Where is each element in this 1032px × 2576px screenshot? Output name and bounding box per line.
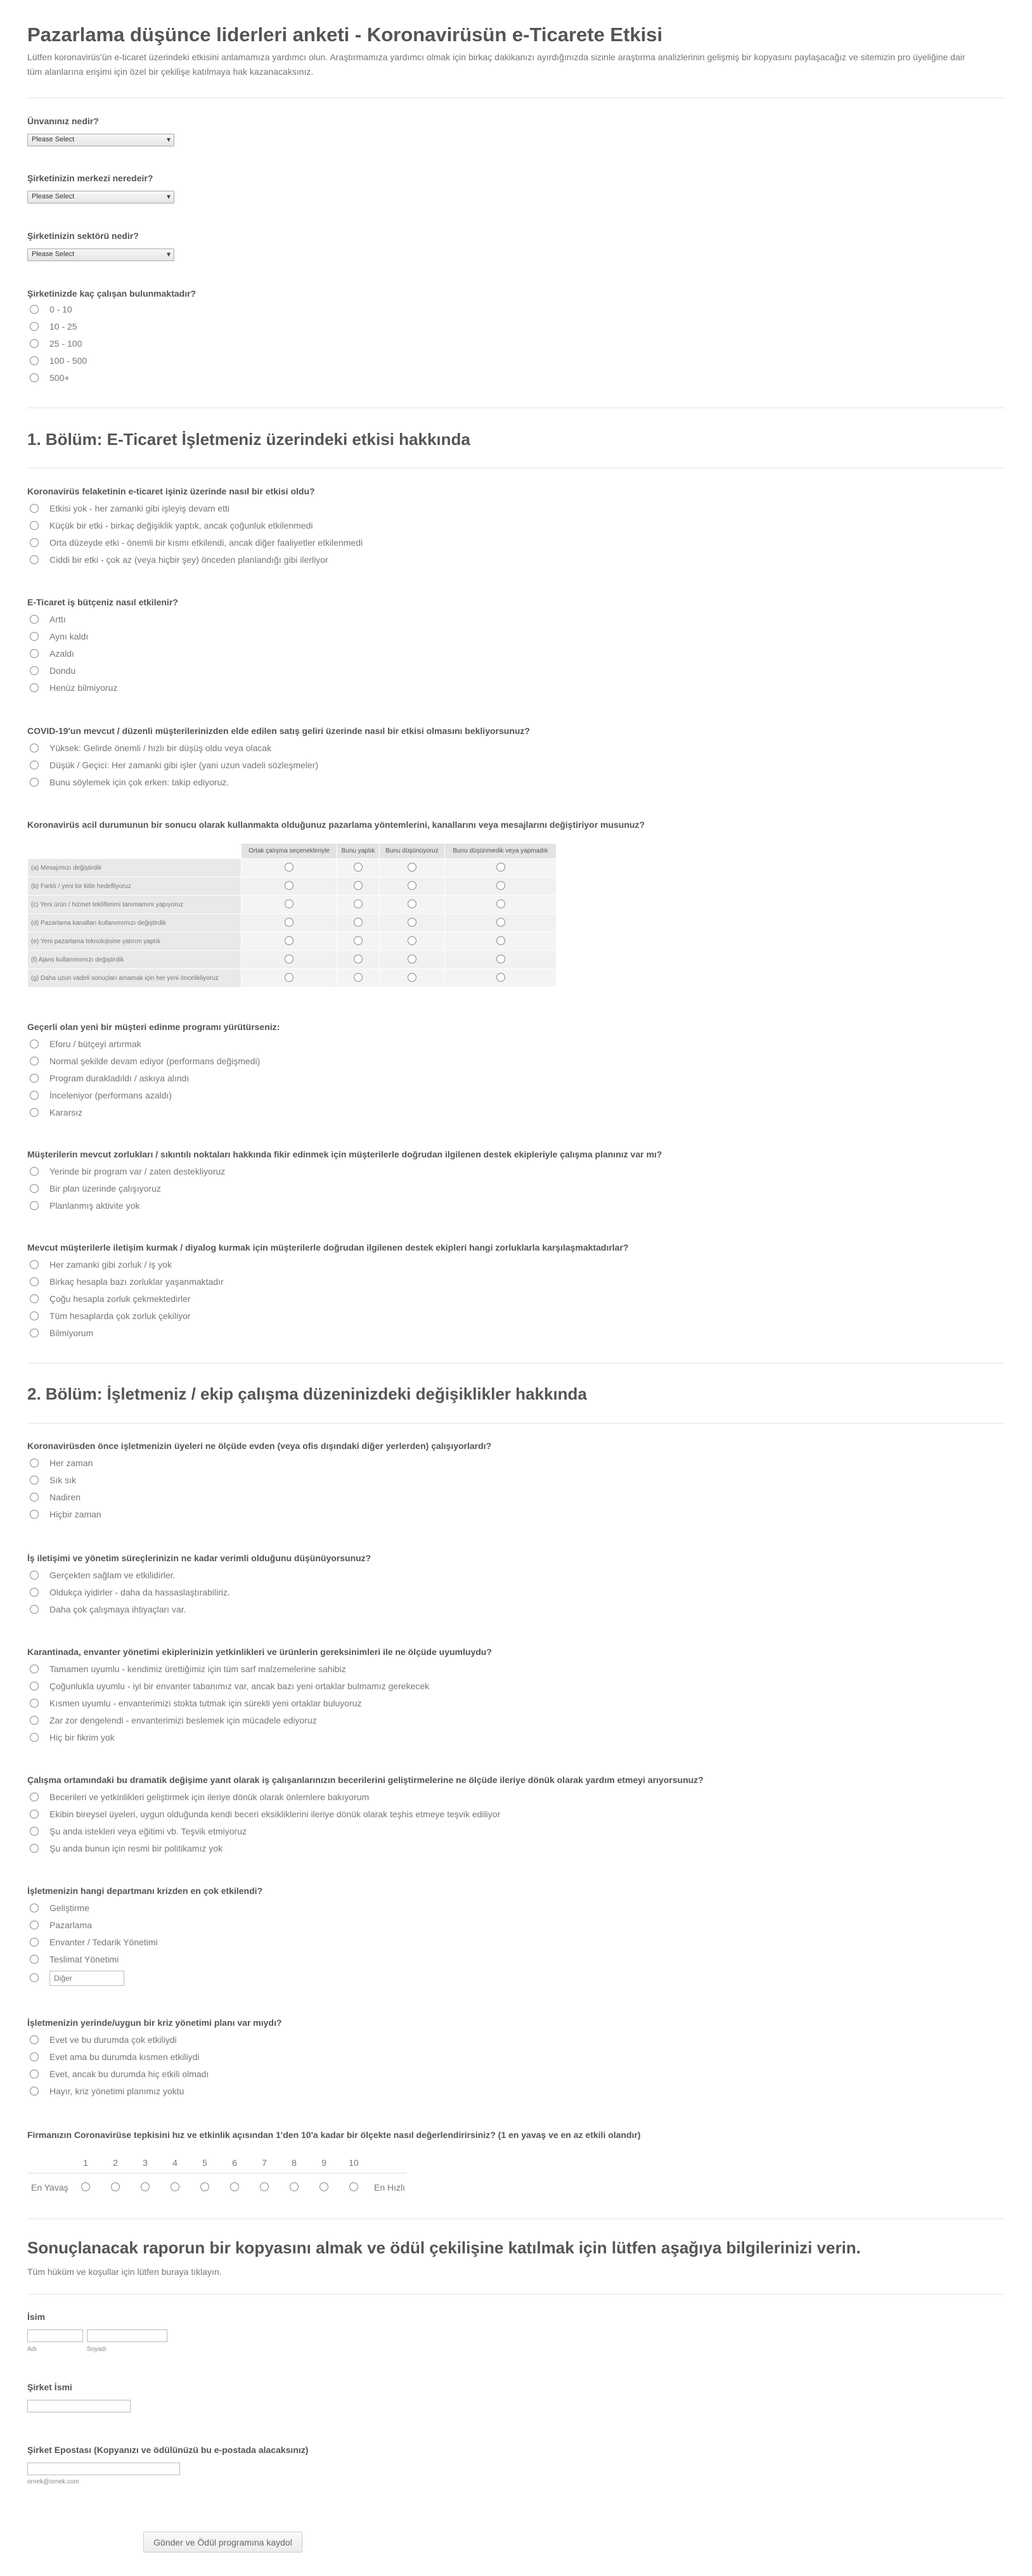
matrix-row-label: (e) Yeni pazarlama teknolojisine yatırım yaptık [28, 932, 242, 951]
radio-button[interactable] [30, 666, 39, 675]
radio-option[interactable]: Dondu [30, 664, 75, 677]
scale-radio[interactable] [290, 2182, 299, 2191]
matrix-row [28, 951, 557, 969]
matrix-radio[interactable] [285, 918, 293, 927]
matrix-radio[interactable] [354, 955, 363, 963]
radio-button[interactable] [30, 373, 39, 382]
radio-option[interactable]: Şu anda bunun için resmi bir politikamız yok [30, 1842, 223, 1855]
radio-button[interactable] [30, 1793, 39, 1801]
scale-number: 3 [143, 2158, 148, 2168]
divider [27, 2294, 1005, 2295]
matrix-radio[interactable] [496, 936, 505, 945]
scale-number: 5 [202, 2158, 207, 2168]
radio-button[interactable] [30, 538, 39, 547]
scale-divider [27, 2173, 406, 2174]
section-title: Sonuçlanacak raporun bir kopyasını almak ve ödül çekilişine katılmak için lütfen aşağıya bilgilerinizi verin. [27, 2238, 861, 2257]
scale-radio[interactable] [81, 2182, 90, 2191]
scale-radio[interactable] [349, 2182, 358, 2191]
matrix-column-header: Bunu yaptık [337, 844, 380, 859]
radio-option[interactable]: Pazarlama [30, 1919, 92, 1931]
matrix-radio[interactable] [285, 955, 293, 963]
question-label: Ünvanınız nedir? [27, 116, 99, 126]
divider [27, 1423, 1005, 1424]
scale-radio[interactable] [260, 2182, 269, 2191]
last-name-sublabel: Soyadı [87, 2346, 107, 2353]
company-label: Şirket İsmi [27, 2382, 72, 2392]
radio-option[interactable]: Küçük bir etki - birkaç değişiklik yaptık, ancak çoğunluk etkilenmedi [30, 519, 313, 532]
radio-button[interactable] [30, 1311, 39, 1320]
matrix-radio[interactable] [285, 881, 293, 890]
radio-button[interactable] [30, 339, 39, 348]
radio-option[interactable]: Aynı kaldı [30, 630, 88, 643]
scale-radio[interactable] [111, 2182, 120, 2191]
radio-button[interactable] [30, 649, 39, 658]
radio-button[interactable] [30, 1973, 39, 1982]
question-label: İşletmenizin hangi departmanı krizden en çok etkilendi? [27, 1886, 263, 1896]
radio-button[interactable] [30, 2052, 39, 2061]
radio-button[interactable] [30, 2087, 39, 2096]
question-label: İş iletişimi ve yönetim süreçlerinizin ne kadar verimli olduğunu düşünüyorsunuz? [27, 1553, 371, 1563]
matrix-radio[interactable] [408, 918, 416, 927]
radio-option[interactable]: Sık sık [30, 1474, 76, 1486]
radio-button[interactable] [30, 1493, 39, 1502]
radio-option[interactable]: Becerileri ve yetkinlikleri geliştirmek için ileriye dönük olarak önlemlere bakıyorum [30, 1791, 369, 1803]
radio-option[interactable]: Birkaç hesapla bazı zorluklar yaşanmaktadır [30, 1275, 224, 1288]
radio-option[interactable]: Orta düzeyde etki - önemli bir kısmı etkilendi, ancak diğer faaliyetler etkilenmedi [30, 536, 363, 549]
page-subtitle: Lütfen koronavirüs'ün e-ticaret üzerindeki etkisini anlamamıza yardımcı olun. Araştırmamıza yardımcı olmak için birkaç dakikanızı ayırdığınızda sizinle araştırma analizlerinin gelişmiş bir kopyasını paylaşacağız ve sitemizin pro üyeliğine dair tüm alanlarına erişimi için özel bir çekilişe katılmaya hak kazanacaksınız. [27, 52, 965, 77]
radio-option[interactable]: Program durakladıldı / askıya alındı [30, 1072, 189, 1085]
page-title: Pazarlama düşünce liderleri anketi - Koronavirüsün e-Ticarete Etkisi [27, 23, 663, 46]
question-label: E-Ticaret iş bütçeniz nasıl etkilenir? [27, 597, 178, 607]
radio-button[interactable] [30, 1810, 39, 1819]
radio-button[interactable] [30, 1260, 39, 1269]
radio-option[interactable]: Normal şekilde devam ediyor (performans değişmedi) [30, 1055, 260, 1067]
radio-button[interactable] [30, 1108, 39, 1117]
scale-radio[interactable] [319, 2182, 328, 2191]
radio-option[interactable]: Planlanmış aktivite yok [30, 1199, 139, 1212]
matrix-radio[interactable] [496, 881, 505, 890]
radio-button[interactable] [30, 1716, 39, 1725]
radio-button[interactable] [30, 1699, 39, 1708]
terms-link[interactable]: Tüm hüküm ve koşullar için lütfen buraya tıklayın. [27, 2267, 222, 2277]
radio-option[interactable]: Bunu söylemek için çok erken: takip ediyoruz. [30, 776, 229, 789]
email-label: Şirket Epostası (Kopyanızı ve ödülünüzü bu e-postada alacaksınız) [27, 2445, 309, 2455]
scale-radio[interactable] [171, 2182, 179, 2191]
question-label: COVID-19'un mevcut / düzenli müşterilerinizden elde edilen satış geliri üzerinde nasıl bir etkisi olmasını bekliyorsunuz? [27, 726, 530, 736]
question-label: Şirketinizde kaç çalışan bulunmaktadır? [27, 288, 197, 299]
radio-option[interactable]: Evet ama bu durumda kısmen etkiliydi [30, 2051, 200, 2063]
matrix-radio[interactable] [496, 918, 505, 927]
radio-option[interactable]: Etkisi yok - her zamanki gibi işleyiş devam etti [30, 502, 229, 515]
matrix-row-label: (a) Mesajımızı değiştirdik [28, 859, 242, 877]
radio-option[interactable]: Yerinde bir program var / zaten destekliyoruz [30, 1165, 225, 1178]
first-name-input[interactable] [27, 2329, 83, 2342]
scale-low-label: En Yavaş [31, 2182, 68, 2193]
matrix-radio[interactable] [354, 881, 363, 890]
radio-button[interactable] [30, 1938, 39, 1947]
radio-button[interactable] [30, 778, 39, 787]
scale-radio[interactable] [200, 2182, 209, 2191]
radio-button[interactable] [30, 1459, 39, 1467]
radio-option[interactable]: Kararsız [30, 1106, 82, 1119]
sector-select[interactable]: Please Select ▾ [27, 248, 174, 261]
question-label: Müşterilerin mevcut zorlukları / sıkıntılı noktaları hakkında fikir edinmek için müşterilerle doğrudan ilgilenen destek ekipleriyle çalışma planınız var mı? [27, 1149, 662, 1159]
radio-option[interactable]: 10 - 25 [30, 320, 77, 333]
radio-option[interactable]: Gerçekten sağlam ve etkilidirler. [30, 1569, 175, 1581]
radio-option[interactable]: 500+ [30, 371, 70, 384]
question-label: Çalışma ortamındaki bu dramatik değişime yanıt olarak iş çalışanlarınızın becerilerini geliştirmelerine ne ölçüde ileriye dönük olarak yardım etmeyi arıyorsunuz? [27, 1775, 704, 1785]
matrix-row-label: (d) Pazarlama kanalları kullanımımızı değiştirdik [28, 914, 242, 932]
matrix-radio[interactable] [496, 863, 505, 872]
first-name-sublabel: Adı [27, 2346, 37, 2353]
matrix-radio[interactable] [496, 955, 505, 963]
radio-button[interactable] [30, 521, 39, 530]
radio-button[interactable] [30, 1476, 39, 1484]
radio-button[interactable] [30, 504, 39, 513]
matrix-radio[interactable] [496, 973, 505, 982]
radio-button[interactable] [30, 615, 39, 624]
question-label: Karantinada, envanter yönetimi ekiplerinizin yetkinlikleri ve ürünlerin gereksinimleri ile ne ölçüde uyumluydu? [27, 1647, 492, 1657]
email-sublabel: ornek@ornek.com [27, 2478, 79, 2485]
radio-button[interactable] [30, 1277, 39, 1286]
radio-option[interactable]: Çoğunlukla uyumlu - iyi bir envanter tabanımız var, ancak bazı yeni ortaklar bulmamız gerekecek [30, 1680, 429, 1692]
radio-button[interactable] [30, 1903, 39, 1912]
radio-option[interactable]: Henüz bilmiyoruz [30, 681, 117, 694]
matrix-radio[interactable] [354, 863, 363, 872]
radio-button[interactable] [30, 555, 39, 564]
scale-number: 7 [262, 2158, 267, 2168]
submit-button[interactable]: Gönder ve Ödül programına kaydol [143, 2532, 302, 2553]
radio-option[interactable]: Zar zor dengelendi - envanterimizi beslemek için mücadele ediyoruz [30, 1714, 317, 1727]
matrix-column-header: Ortak çalışma seçenekleriyle [242, 844, 337, 859]
radio-option[interactable]: Düşük / Geçici: Her zamanki gibi işler (yani uzun vadeli sözleşmeler) [30, 759, 318, 771]
scale-number: 8 [292, 2158, 297, 2168]
radio-button[interactable] [30, 1955, 39, 1964]
matrix-radio[interactable] [285, 863, 293, 872]
matrix-row [28, 859, 557, 877]
radio-button[interactable] [30, 305, 39, 314]
matrix-radio[interactable] [285, 936, 293, 945]
radio-button[interactable] [30, 683, 39, 692]
matrix-row [28, 932, 557, 951]
radio-button[interactable] [30, 1665, 39, 1673]
question-label: Koronavirüsden önce işletmenizin üyeleri ne ölçüde evden (veya ofis dışındaki diğer yerlerden) çalışıyorlardı? [27, 1441, 492, 1451]
radio-option[interactable]: Hiç bir fikrim yok [30, 1731, 115, 1744]
radio-button[interactable] [30, 2035, 39, 2044]
scale-number: 6 [232, 2158, 237, 2168]
section-title: 1. Bölüm: E-Ticaret İşletmeniz üzerindeki etkisi hakkında [27, 430, 470, 449]
radio-option[interactable]: Evet, ancak bu durumda hiç etkili olmadı [30, 2068, 209, 2080]
scale-radio[interactable] [141, 2182, 150, 2191]
matrix-radio[interactable] [408, 899, 416, 908]
radio-option[interactable]: Oldukça iyidirler - daha da hassaslaştırabiliriz. [30, 1586, 230, 1599]
radio-option[interactable]: Kısmen uyumlu - envanterimizi stokta tutmak için sürekli yeni ortaklar buluyoruz [30, 1697, 362, 1710]
matrix-radio[interactable] [496, 899, 505, 908]
radio-option[interactable]: 25 - 100 [30, 337, 82, 350]
matrix-row [28, 914, 557, 932]
radio-option[interactable]: Ciddi bir etki - çok az (veya hiçbir şey) önceden planlandığı gibi ilerliyor [30, 553, 328, 566]
radio-option[interactable]: Evet ve bu durumda çok etkiliydi [30, 2033, 177, 2046]
matrix-radio[interactable] [408, 955, 416, 963]
radio-button[interactable] [30, 1057, 39, 1066]
radio-button[interactable] [30, 1167, 39, 1176]
scale-radio[interactable] [230, 2182, 239, 2191]
radio-button[interactable] [30, 1921, 39, 1929]
matrix-radio[interactable] [354, 918, 363, 927]
radio-button[interactable] [30, 1091, 39, 1100]
matrix-corner [28, 844, 242, 859]
radio-option[interactable]: Nadiren [30, 1491, 81, 1504]
matrix-row-label: (b) Farklı / yeni bir kitle hedefliyoruz [28, 877, 242, 896]
radio-option[interactable]: Bilmiyorum [30, 1327, 93, 1339]
matrix-column-header: Bunu düşünmedik veya yapmadık [445, 844, 557, 859]
matrix-column-header: Bunu düşünüyoruz [380, 844, 445, 859]
radio-option[interactable]: Tüm hesaplarda çok zorluk çekiliyor [30, 1310, 191, 1322]
radio-button[interactable] [30, 1040, 39, 1048]
radio-option[interactable]: Azaldı [30, 647, 74, 660]
matrix-radio[interactable] [354, 936, 363, 945]
radio-button[interactable] [30, 1201, 39, 1210]
radio-option[interactable]: Teslimat Yönetimi [30, 1953, 119, 1966]
radio-button[interactable] [30, 1329, 39, 1337]
question-label: Mevcut müşterilerle iletişim kurmak / diyalog kurmak için müşterilerle doğrudan ilgilenen destek ekipleri hangi zorluklarla karşılaşmaktadırlar? [27, 1242, 629, 1253]
radio-button[interactable] [30, 322, 39, 331]
radio-option[interactable]: Daha çok çalışmaya ihtiyaçları var. [30, 1603, 186, 1616]
radio-button[interactable] [30, 1510, 39, 1519]
radio-button[interactable] [30, 1074, 39, 1083]
radio-option[interactable]: Tamamen uyumlu - kendimiz ürettiğimiz için tüm sarf malzemelerine sahibiz [30, 1663, 346, 1675]
matrix-row [28, 969, 557, 988]
radio-option[interactable]: Şu anda istekleri veya eğitimi vb. Teşvik etmiyoruz [30, 1825, 247, 1838]
headquarters-select[interactable]: Please Select ▾ [27, 191, 174, 203]
question-label: Firmanızın Coronavirüse tepkisini hız ve etkinlik açısından 1'den 10'a kadar bir ölçekte nasıl değerlendirirsiniz? (1 en yavaş ve en az etkili olandır) [27, 2130, 641, 2140]
radio-option[interactable]: Hiçbir zaman [30, 1508, 101, 1521]
radio-option[interactable]: Geliştirme [30, 1902, 89, 1914]
question-label: Şirketinizin merkezi neredeir? [27, 173, 153, 183]
radio-button[interactable] [30, 1605, 39, 1614]
question-label: Koronavirüs felaketinin e-ticaret işiniz üzerinde nasıl bir etkisi oldu? [27, 486, 315, 496]
scale-number: 2 [113, 2158, 118, 2168]
question-label: İşletmenizin yerinde/uygun bir kriz yönetimi planı var mıydı? [27, 2018, 282, 2028]
matrix-table [27, 843, 557, 988]
radio-option[interactable]: Her zamanki gibi zorluk / iş yok [30, 1258, 172, 1271]
radio-option[interactable]: Yüksek: Gelirde önemli / hızlı bir düşüş oldu veya olacak [30, 742, 271, 754]
radio-button[interactable] [30, 1682, 39, 1690]
other-department-input[interactable] [49, 1971, 124, 1986]
matrix-radio[interactable] [285, 973, 293, 982]
question-label: Şirketinizin sektörü nedir? [27, 231, 139, 241]
section-title: 2. Bölüm: İşletmeniz / ekip çalışma düzeninizdeki değişiklikler hakkında [27, 1384, 587, 1403]
title-select[interactable]: Please Select ▾ [27, 134, 174, 146]
matrix-radio[interactable] [408, 936, 416, 945]
radio-button[interactable] [30, 1733, 39, 1742]
radio-button[interactable] [30, 1588, 39, 1597]
scale-number: 1 [83, 2158, 88, 2168]
radio-option[interactable]: Envanter / Tedarik Yönetimi [30, 1936, 158, 1948]
matrix-row [28, 896, 557, 914]
radio-button[interactable] [30, 744, 39, 752]
matrix-radio[interactable] [285, 899, 293, 908]
scale-high-label: En Hızlı [374, 2182, 406, 2193]
radio-option[interactable]: Arttı [30, 613, 66, 626]
scale-number: 4 [172, 2158, 177, 2168]
last-name-input[interactable] [87, 2329, 167, 2342]
radio-button[interactable] [30, 761, 39, 770]
radio-option[interactable]: İnceleniyor (performans azaldı) [30, 1089, 172, 1102]
company-input[interactable] [27, 2400, 131, 2412]
matrix-radio[interactable] [354, 899, 363, 908]
radio-option[interactable]: Çoğu hesapla zorluk çekmektedirler [30, 1292, 191, 1305]
matrix-radio[interactable] [408, 881, 416, 890]
question-label: Geçerli olan yeni bir müşteri edinme programı yürütürseniz: [27, 1022, 280, 1032]
radio-option[interactable]: Bir plan üzerinde çalışıyoruz [30, 1182, 161, 1195]
matrix-row-label: (g) Daha uzun vadeli sonuçları amamak için her yeni öncelikliyoruz [28, 969, 242, 988]
matrix-radio[interactable] [408, 863, 416, 872]
radio-option[interactable]: Ekibin bireysel üyeleri, uygun olduğunda kendi beceri eksikliklerini ileriye dönük olarak teşhis etmeye teşvik ediliyor [30, 1808, 500, 1820]
radio-option-other[interactable] [30, 1971, 49, 1984]
scale-number: 9 [321, 2158, 326, 2168]
matrix-radio[interactable] [408, 973, 416, 982]
radio-button[interactable] [30, 1184, 39, 1193]
radio-option[interactable]: Hayır, kriz yönetimi planımız yoktu [30, 2085, 184, 2097]
radio-button[interactable] [30, 1827, 39, 1836]
scale-number: 10 [349, 2158, 359, 2168]
matrix-row-label: (c) Yeni ürün / hizmet tekliflerimi tanımamını yapıyoruz [28, 896, 242, 914]
matrix-row-label: (f) Ajans kullanımımızı değiştirdik [28, 951, 242, 969]
radio-option[interactable]: 0 - 10 [30, 303, 72, 316]
radio-button[interactable] [30, 1571, 39, 1580]
question-label: Koronavirüs acil durumunun bir sonucu olarak kullanmakta olduğunuz pazarlama yöntemlerini, kanallarını veya mesajlarını değiştiriyor musunuz? [27, 820, 645, 830]
radio-option[interactable]: Eforu / bütçeyi artırmak [30, 1038, 141, 1050]
radio-button[interactable] [30, 356, 39, 365]
email-input[interactable] [27, 2463, 180, 2475]
radio-button[interactable] [30, 1294, 39, 1303]
radio-button[interactable] [30, 1844, 39, 1853]
radio-button[interactable] [30, 2070, 39, 2078]
matrix-radio[interactable] [354, 973, 363, 982]
radio-option[interactable]: Her zaman [30, 1457, 93, 1469]
name-label: İsim [27, 2312, 46, 2322]
radio-button[interactable] [30, 632, 39, 641]
radio-option[interactable]: 100 - 500 [30, 354, 87, 367]
matrix-row [28, 877, 557, 896]
